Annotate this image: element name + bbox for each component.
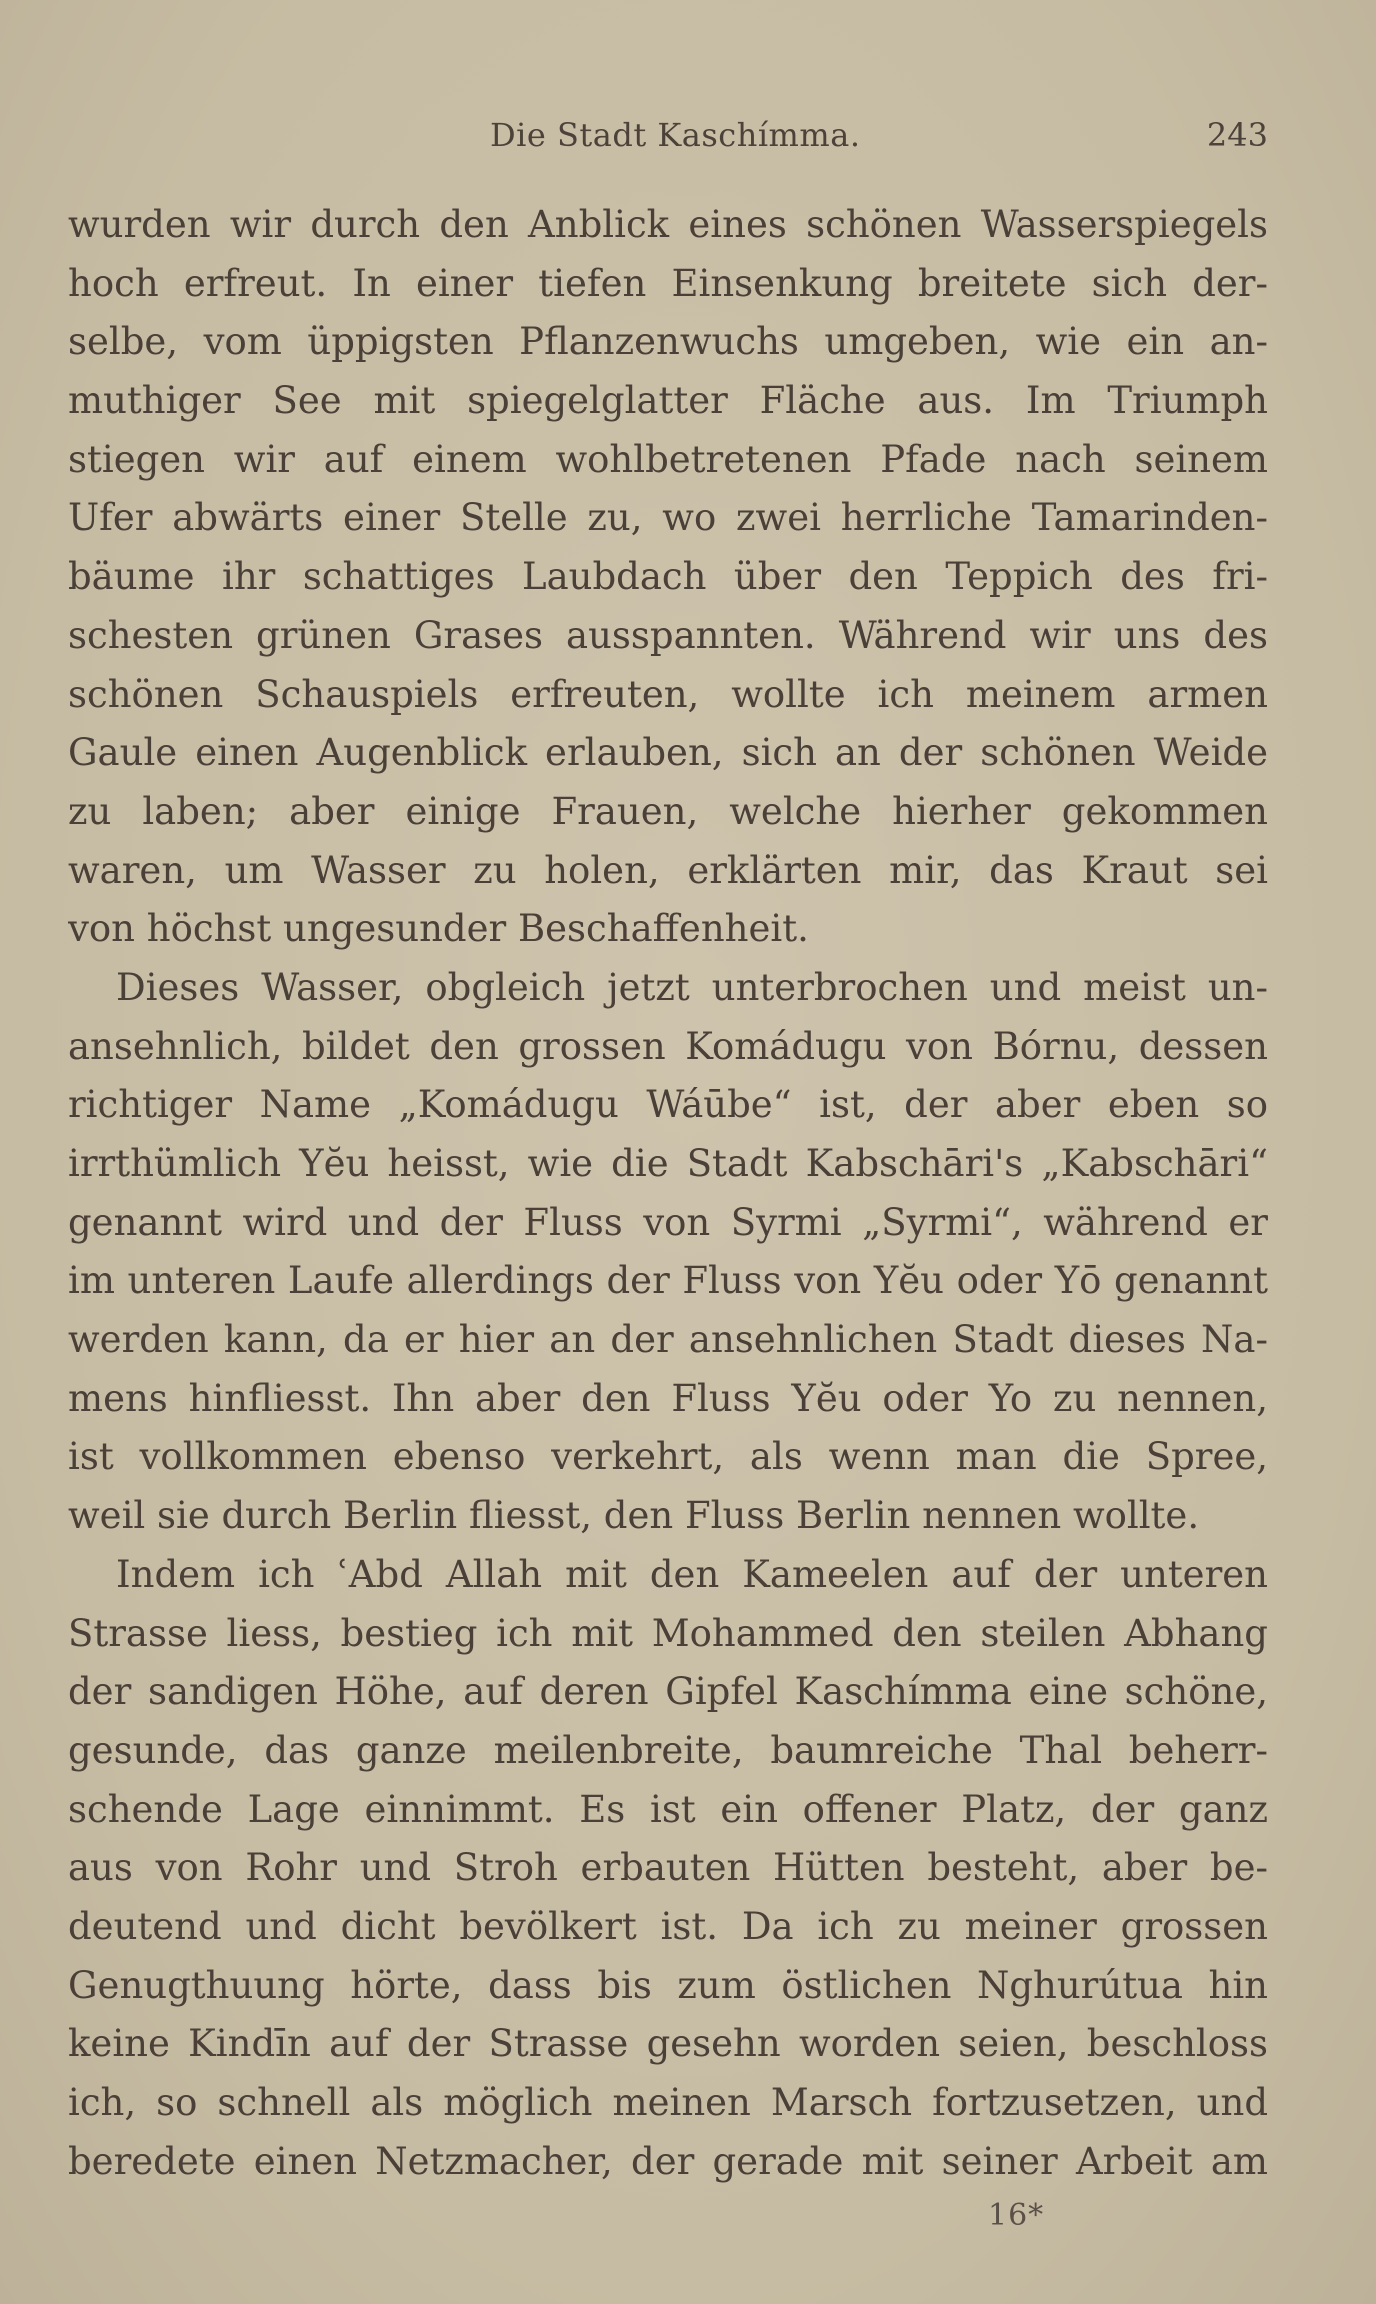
text-line: Indem ich ʿAbd Allah mit den Kameelen auf der unteren xyxy=(116,1552,1268,1596)
text-line: wurden wir durch den Anblick eines schönen Wasserspiegels xyxy=(68,203,1268,246)
text-line: weil sie durch Berlin fliesst, den Fluss Berlin nennen wollte. xyxy=(68,1494,1200,1538)
text-line: waren, um Wasser zu holen, erklärten mir, das Kraut sei xyxy=(68,848,1268,892)
text-line: schönen Schauspiels erfreuten, wollte ich meinem armen xyxy=(68,672,1268,716)
text-line: ist vollkommen ebenso verkehrt, als wenn man die Spree, xyxy=(68,1435,1268,1479)
text-line: ich, so schnell als möglich meinen Marsch fortzusetzen, und xyxy=(68,2081,1268,2124)
text-line: ansehnlich, bildet den grossen Komádugu von Bórnu, dessen xyxy=(68,1024,1268,1068)
page-number: 243 xyxy=(1206,116,1268,154)
text-line: irrthümlich Yĕu heisst, wie die Stadt Kabschāri's „Kabschāri“ xyxy=(68,1142,1268,1185)
text-line: Strasse liess, bestieg ich mit Mohammed den steilen Abhang xyxy=(68,1611,1268,1655)
text-line: schesten grünen Grases ausspannten. Während wir uns des xyxy=(68,613,1268,657)
page-header xyxy=(68,116,1268,160)
text-line: aus von Rohr und Stroh erbauten Hütten besteht, aber be- xyxy=(68,1846,1268,1890)
text-line: beredete einen Netzmacher, der gerade mit seiner Arbeit am xyxy=(68,2139,1268,2183)
text-line: werden kann, da er hier an der ansehnlichen Stadt dieses Na- xyxy=(68,1318,1268,1362)
text-line: selbe, vom üppigsten Pflanzenwuchs umgeben, wie ein an- xyxy=(68,320,1268,364)
signature-mark: 16* xyxy=(988,2198,1045,2233)
text-line: genannt wird und der Fluss von Syrmi „Syrmi“, während er xyxy=(68,1200,1268,1244)
text-line: Dieses Wasser, obgleich jetzt unterbrochen und meist un- xyxy=(116,965,1268,1009)
text-line: gesunde, das ganze meilenbreite, baumreiche Thal beherr- xyxy=(68,1728,1268,1772)
text-line: Ufer abwärts einer Stelle zu, wo zwei herrliche Tamarinden- xyxy=(68,496,1268,540)
text-line: Gaule einen Augenblick erlauben, sich an der schönen Weide xyxy=(68,731,1268,775)
text-line: deutend und dicht bevölkert ist. Da ich zu meiner grossen xyxy=(68,1904,1268,1948)
text-line: hoch erfreut. In einer tiefen Einsenkung breitete sich der- xyxy=(68,261,1268,305)
text-line: stiegen wir auf einem wohlbetretenen Pfade nach seinem xyxy=(68,437,1268,481)
text-line: schende Lage einnimmt. Es ist ein offener Platz, der ganz xyxy=(68,1787,1268,1831)
text-line: Genugthuung hörte, dass bis zum östlichen Nghurútua hin xyxy=(68,1963,1268,2007)
text-line: richtiger Name „Komádugu Wáūbe“ ist, der aber eben so xyxy=(68,1083,1268,1127)
text-line: zu laben; aber einige Frauen, welche hierher gekommen xyxy=(68,789,1268,833)
text-line: keine Kindīn auf der Strasse gesehn worden seien, beschloss xyxy=(68,2022,1268,2066)
text-line: bäume ihr schattiges Laubdach über den Teppich des fri- xyxy=(68,555,1268,599)
text-line: mens hinfliesst. Ihn aber den Fluss Yĕu oder Yo zu nennen, xyxy=(68,1376,1268,1420)
text-line: von höchst ungesunder Beschaffenheit. xyxy=(68,907,809,951)
text-line: muthiger See mit spiegelglatter Fläche aus. Im Triumph xyxy=(68,379,1268,423)
text-line: im unteren Laufe allerdings der Fluss von Yĕu oder Yō genannt xyxy=(68,1259,1268,1303)
body-text xyxy=(68,196,1268,2191)
running-title: Die Stadt Kaschímma. xyxy=(490,116,861,154)
text-line: der sandigen Höhe, auf deren Gipfel Kaschímma eine schöne, xyxy=(68,1670,1268,1714)
